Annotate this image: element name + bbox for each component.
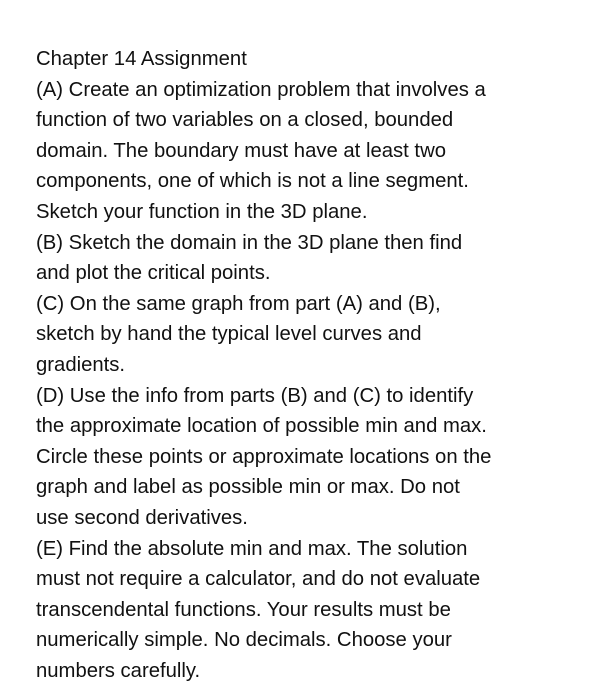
part-a-line: (A) Create an optimization problem that involves a: [36, 78, 486, 101]
assignment-document: [36, 44, 592, 686]
part-a: [36, 75, 592, 228]
part-b-line: and plot the critical points.: [36, 262, 271, 285]
part-d: [36, 381, 592, 534]
part-e: [36, 534, 592, 687]
part-b-line: (B) Sketch the domain in the 3D plane then find: [36, 231, 463, 254]
part-c: [36, 289, 592, 381]
part-d-line: use second derivatives.: [36, 506, 248, 529]
part-a-line: domain. The boundary must have at least two: [36, 139, 446, 162]
document-title: Chapter 14 Assignment: [36, 48, 247, 70]
part-a-line: Sketch your function in the 3D plane.: [36, 200, 368, 223]
part-e-line: (E) Find the absolute min and max. The solution: [36, 537, 468, 560]
part-a-line: function of two variables on a closed, bounded: [36, 109, 454, 132]
part-e-line: numerically simple. No decimals. Choose your: [36, 629, 452, 652]
part-e-line: numbers carefully.: [36, 659, 201, 682]
part-a-line: components, one of which is not a line segment.: [36, 170, 469, 193]
part-c-line: (C) On the same graph from part (A) and (B),: [36, 292, 441, 315]
part-d-line: graph and label as possible min or max. Do not: [36, 476, 460, 499]
part-e-line: must not require a calculator, and do not evaluate: [36, 568, 481, 591]
part-c-line: sketch by hand the typical level curves and: [36, 323, 422, 346]
part-b: [36, 228, 592, 289]
part-d-line: (D) Use the info from parts (B) and (C) to identify: [36, 384, 474, 407]
part-e-line: transcendental functions. Your results must be: [36, 598, 451, 621]
part-c-line: gradients.: [36, 353, 126, 376]
part-d-line: Circle these points or approximate locations on the: [36, 445, 492, 468]
part-d-line: the approximate location of possible min and max.: [36, 415, 487, 438]
